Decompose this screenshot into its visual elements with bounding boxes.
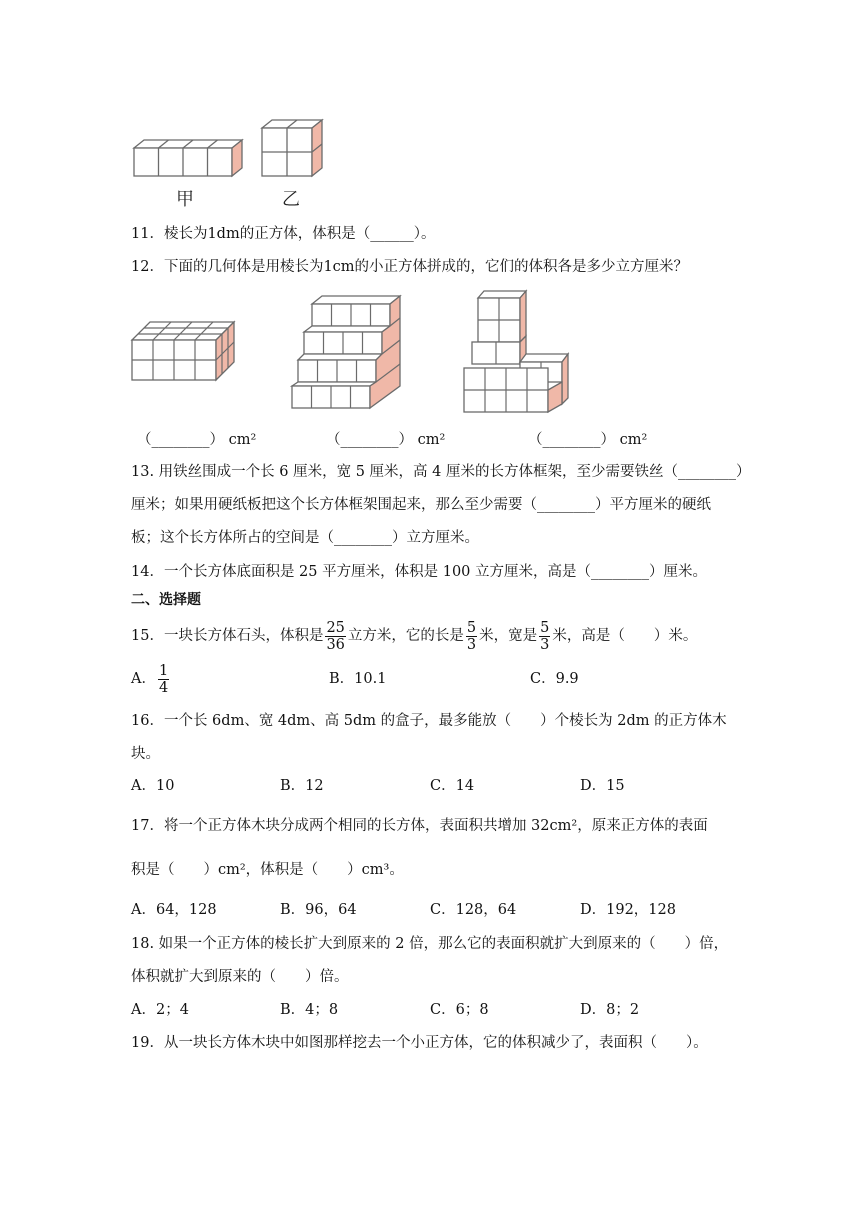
q15-option-a-fraction <box>158 663 169 696</box>
q18-option-d: D．8；2 <box>580 1002 640 1018</box>
q15-option-b: B．10.1 <box>329 671 387 687</box>
question-17-line-1: 17．将一个正方体木块分成两个相同的长方体，表面积共增加 32cm²，原来正方体的表面 <box>131 818 708 834</box>
question-11: 11．棱长为1dm的正方体，体积是（______）。 <box>131 226 436 242</box>
question-16-line-1: 16．一个长 6dm、宽 4dm、高 5dm 的盒子，最多能放（ ）个棱长为 2dm 的正方体木 <box>131 713 727 729</box>
question-14: 14．一个长方体底面积是 25 平方厘米，体积是 100 立方厘米，高是（________）厘米。 <box>131 564 708 580</box>
label-jia: 甲 <box>176 189 194 210</box>
question-17-line-2: 积是（ ）cm²，体积是（ ）cm³。 <box>131 862 404 878</box>
q16-option-b: B．12 <box>280 778 324 794</box>
question-13-line-1: 13. 用铁丝围成一个长 6 厘米，宽 5 厘米，高 4 厘米的长方体框架，至少需要铁丝（________） <box>131 464 751 480</box>
label-yi: 乙 <box>282 189 300 210</box>
question-18-line-1: 18. 如果一个正方体的棱长扩大到原来的 2 倍，那么它的表面积就扩大到原来的（ ）倍， <box>131 936 729 952</box>
q15-fraction-volume <box>325 620 345 653</box>
q12-figure-1 <box>128 318 240 386</box>
q15-fraction-width <box>539 620 550 653</box>
q12-figure-2 <box>290 294 408 410</box>
q15-f2-denominator: 3 <box>466 636 477 653</box>
q17-option-d: D．192，128 <box>580 902 676 918</box>
q12-figure-3 <box>462 288 572 414</box>
question-18-line-2: 体积就扩大到原来的（ ）倍。 <box>131 969 349 985</box>
q16-option-a: A．10 <box>131 778 175 794</box>
q15-option-a-label: A． <box>131 671 156 687</box>
question-15 <box>131 617 697 655</box>
q15-f2-numerator: 5 <box>466 619 477 636</box>
question-13-line-3: 板；这个长方体所占的空间是（________）立方厘米。 <box>131 530 479 546</box>
figure-yi <box>262 120 322 176</box>
q18-option-a: A．2；4 <box>131 1002 189 1018</box>
question-16-line-2: 块。 <box>131 746 160 762</box>
q15-option-a-numerator: 1 <box>158 662 169 679</box>
q17-option-c: C．128，64 <box>430 902 517 918</box>
q15-suffix: 米，高是（ ）米。 <box>552 628 698 644</box>
q17-option-b: B．96，64 <box>280 902 357 918</box>
question-13-line-2: 厘米；如果用硬纸板把这个长方体框架围起来，那么至少需要（________）平方厘米的硬纸 <box>131 497 711 513</box>
q15-f1-numerator: 25 <box>326 619 345 636</box>
q16-option-c: C．14 <box>430 778 475 794</box>
q15-mid1: 立方米，它的长是 <box>347 628 464 644</box>
q16-option-d: D．15 <box>580 778 625 794</box>
q18-option-c: C．6；8 <box>430 1002 489 1018</box>
q15-f3-numerator: 5 <box>540 619 550 636</box>
q18-option-b: B．4；8 <box>280 1002 339 1018</box>
q15-prefix: 15．一块长方体石头，体积是 <box>131 628 324 644</box>
q12-answer-2: （________） cm² <box>326 432 446 448</box>
q15-fraction-length <box>466 620 477 653</box>
q12-answer-1: （________） cm² <box>137 432 257 448</box>
figure-jia-yi <box>128 112 328 184</box>
q15-option-a <box>131 660 171 698</box>
q15-f3-denominator: 3 <box>540 636 550 653</box>
q15-option-a-denominator: 4 <box>158 679 169 696</box>
figure-jia <box>134 140 242 176</box>
q15-mid2: 米，宽是 <box>479 628 538 644</box>
q12-answer-3: （________） cm² <box>528 432 648 448</box>
q17-option-a: A．64，128 <box>131 902 217 918</box>
q15-option-c: C．9.9 <box>530 671 579 687</box>
question-12: 12．下面的几何体是用棱长为1cm的小正方体拼成的，它们的体积各是多少立方厘米？ <box>131 259 689 275</box>
section-heading-choice: 二、选择题 <box>131 592 201 608</box>
q15-f1-denominator: 36 <box>326 636 345 653</box>
question-19: 19．从一块长方体木块中如图那样挖去一个小正方体，它的体积减少了，表面积（ ）。 <box>131 1035 708 1051</box>
